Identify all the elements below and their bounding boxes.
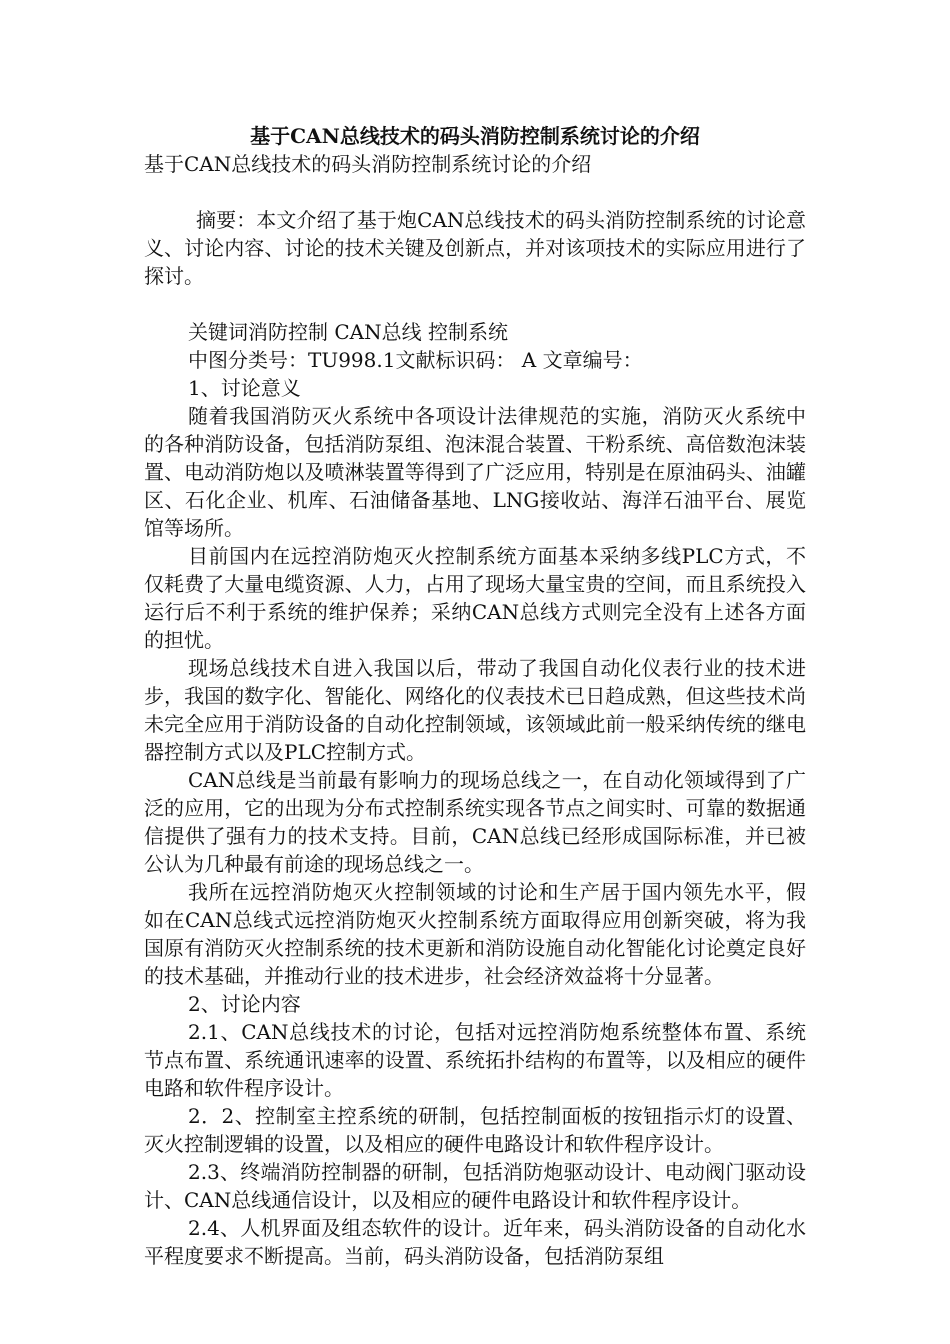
classification-line: 中图分类号：TU998.1文献标识码： A 文章编号： [188, 348, 643, 372]
section-2-paragraph-4: 2.4、人机界面及组态软件的设计。近年来，码头消防设备的自动化水平程度要求不断提高。当前，码头消防设备，包括消防泵组 [144, 1216, 806, 1268]
document-content [144, 122, 806, 1270]
section-1-paragraph-5: 我所在远控消防炮灭火控制领域的讨论和生产居于国内领先水平，假如在CAN总线式远控消防炮灭火控制系统方面取得应用创新突破，将为我国原有消防灭火控制系统的技术更新和消防设施自动化智能化讨论奠定良好的技术基础，并推动行业的技术进步，社会经济效益将十分显著。 [144, 880, 806, 988]
section-1-paragraph-2: 目前国内在远控消防炮灭火控制系统方面基本采纳多线PLC方式，不仅耗费了大量电缆资源、人力，占用了现场大量宝贵的空间，而且系统投入运行后不利于系统的维护保养；采纳CAN总线方式则完全没有上述各方面的担忧。 [144, 544, 806, 652]
section-heading-2: 2、讨论内容 [188, 992, 301, 1016]
section-2-paragraph-3: 2.3、终端消防控制器的研制，包括消防炮驱动设计、电动阀门驱动设计、CAN总线通信设计，以及相应的硬件电路设计和软件程序设计。 [144, 1160, 806, 1212]
keywords-line: 关键词消防控制 CAN总线 控制系统 [188, 320, 508, 344]
section-1-paragraph-4: CAN总线是当前最有影响力的现场总线之一，在自动化领域得到了广泛的应用，它的出现为分布式控制系统实现各节点之间实时、可靠的数据通信提供了强有力的技术支持。目前，CAN总线已经形成国际标准，并已被公认为几种最有前途的现场总线之一。 [144, 768, 806, 876]
section-2-paragraph-2: 2．2、控制室主控系统的研制，包括控制面板的按钮指示灯的设置、灭火控制逻辑的设置，以及相应的硬件电路设计和软件程序设计。 [144, 1104, 806, 1156]
blank-line [144, 178, 806, 206]
document-title: 基于CAN总线技术的码头消防控制系统讨论的介绍 [250, 124, 700, 148]
abstract-paragraph: 摘要：本文介绍了基于炮CAN总线技术的码头消防控制系统的讨论意义、讨论内容、讨论的技术关键及创新点，并对该项技术的实际应用进行了探讨。 [144, 208, 806, 288]
document-subtitle: 基于CAN总线技术的码头消防控制系统讨论的介绍 [144, 152, 592, 176]
section-1-paragraph-3: 现场总线技术自进入我国以后，带动了我国自动化仪表行业的技术进步，我国的数字化、智能化、网络化的仪表技术已日趋成熟，但这些技术尚未完全应用于消防设备的自动化控制领域，该领域此前一般采纳传统的继电器控制方式以及PLC控制方式。 [144, 656, 806, 764]
section-heading-1: 1、讨论意义 [188, 376, 301, 400]
section-2-paragraph-1: 2.1、CAN总线技术的讨论，包括对远控消防炮系统整体布置、系统节点布置、系统通讯速率的设置、系统拓扑结构的布置等，以及相应的硬件电路和软件程序设计。 [144, 1020, 806, 1100]
section-1-paragraph-1: 随着我国消防灭火系统中各项设计法律规范的实施，消防灭火系统中的各种消防设备，包括消防泵组、泡沫混合装置、干粉系统、高倍数泡沫装置、电动消防炮以及喷淋装置等得到了广泛应用，特别是在原油码头、油罐区、石化企业、机库、石油储备基地、LNG接收站、海洋石油平台、展览馆等场所。 [144, 404, 806, 540]
blank-line [144, 290, 806, 318]
